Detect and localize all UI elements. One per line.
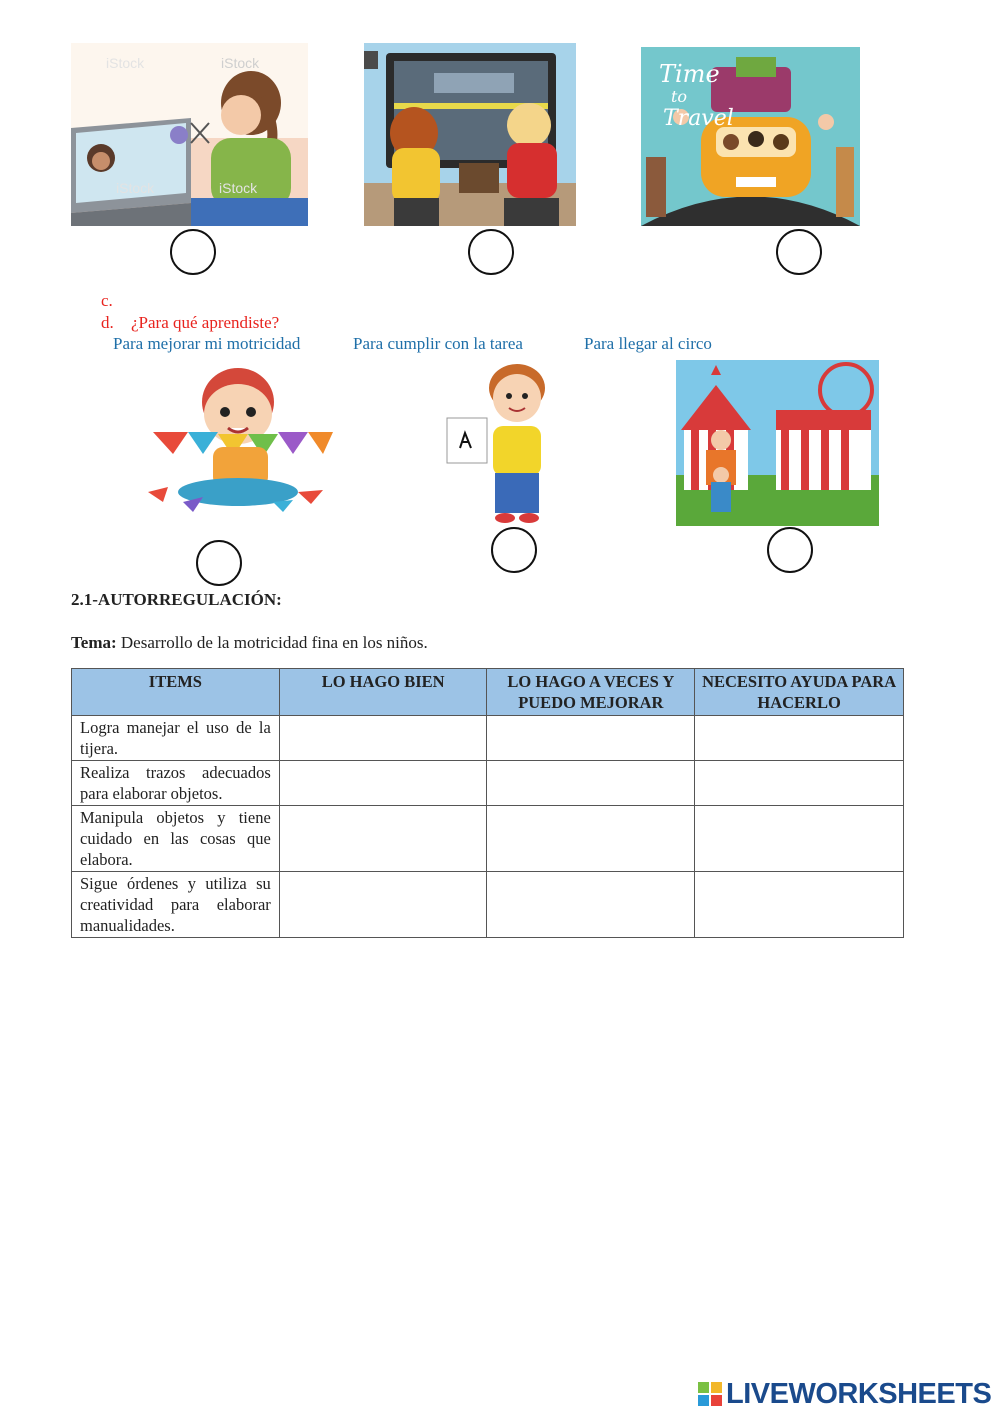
section-heading: 2.1-AUTORREGULACIÓN: bbox=[71, 590, 282, 609]
answer-circle-2[interactable] bbox=[468, 229, 514, 275]
tema-text: Desarrollo de la motricidad fina en los niños. bbox=[116, 633, 428, 652]
item-cell: Logra manejar el uso de la tijera. bbox=[72, 716, 280, 761]
item-cell: Manipula objetos y tiene cuidado en las cosas que elabora. bbox=[72, 806, 280, 872]
tema-label: Tema: bbox=[71, 633, 117, 652]
answer-cell[interactable] bbox=[279, 761, 487, 806]
liveworksheets-grid-icon bbox=[698, 1382, 722, 1406]
answer-cell[interactable] bbox=[695, 716, 904, 761]
item-cell: Realiza trazos adecuados para elaborar objetos. bbox=[72, 761, 280, 806]
answer-circle-5[interactable] bbox=[491, 527, 537, 573]
option-cumplir-tarea: Para cumplir con la tarea bbox=[353, 334, 523, 353]
image-time-to-travel bbox=[641, 47, 860, 226]
answer-cell[interactable] bbox=[695, 872, 904, 938]
item-d-letter: d. bbox=[101, 313, 114, 332]
answer-cell[interactable] bbox=[279, 872, 487, 938]
answer-cell[interactable] bbox=[695, 761, 904, 806]
item-c-letter: c. bbox=[101, 291, 113, 310]
answer-circle-4[interactable] bbox=[196, 540, 242, 586]
option-mejorar-motricidad: Para mejorar mi motricidad bbox=[113, 334, 301, 353]
answer-cell[interactable] bbox=[487, 872, 695, 938]
watermark-text: iStock bbox=[221, 55, 260, 71]
question-d-text: ¿Para qué aprendiste? bbox=[131, 313, 280, 332]
watermark-text: iStock bbox=[219, 180, 258, 196]
header-lo-hago-a-veces: LO HAGO A VECES Y PUEDO MEJORAR bbox=[487, 669, 695, 716]
table-row bbox=[72, 716, 904, 761]
table-row bbox=[72, 872, 904, 938]
watermark-text: iStock bbox=[116, 180, 155, 196]
image-kids-playing-videogame bbox=[364, 43, 576, 226]
answer-circle-1[interactable] bbox=[170, 229, 216, 275]
travel-title-time: Time bbox=[659, 60, 720, 88]
answer-cell[interactable] bbox=[279, 806, 487, 872]
liveworksheets-logo bbox=[698, 1378, 991, 1410]
answer-circle-3[interactable] bbox=[776, 229, 822, 275]
header-items: ITEMS bbox=[72, 669, 280, 716]
image-girl-crafting-video-call bbox=[71, 43, 308, 226]
table-row bbox=[72, 806, 904, 872]
item-cell: Sigue órdenes y utiliza su creatividad para elaborar manualidades. bbox=[72, 872, 280, 938]
watermark-text: iStock bbox=[106, 55, 145, 71]
answer-cell[interactable] bbox=[279, 716, 487, 761]
autoregulation-table bbox=[71, 668, 904, 938]
option-llegar-circo: Para llegar al circo bbox=[584, 334, 712, 353]
header-necesito-ayuda: NECESITO AYUDA PARA HACERLO bbox=[695, 669, 904, 716]
image-boy-with-paper-flags bbox=[133, 362, 355, 524]
answer-cell[interactable] bbox=[487, 806, 695, 872]
answer-cell[interactable] bbox=[487, 761, 695, 806]
liveworksheets-brand: LIVEWORKSHEETS bbox=[726, 1377, 992, 1410]
answer-cell[interactable] bbox=[695, 806, 904, 872]
image-boy-holding-paper bbox=[445, 358, 570, 525]
answer-cell[interactable] bbox=[487, 716, 695, 761]
answer-circle-6[interactable] bbox=[767, 527, 813, 573]
image-circus-fair bbox=[676, 360, 879, 526]
travel-title-travel: Travel bbox=[663, 106, 734, 131]
tema-line bbox=[71, 633, 428, 653]
header-lo-hago-bien: LO HAGO BIEN bbox=[279, 669, 487, 716]
travel-title-to: to bbox=[671, 87, 688, 106]
table-row bbox=[72, 761, 904, 806]
